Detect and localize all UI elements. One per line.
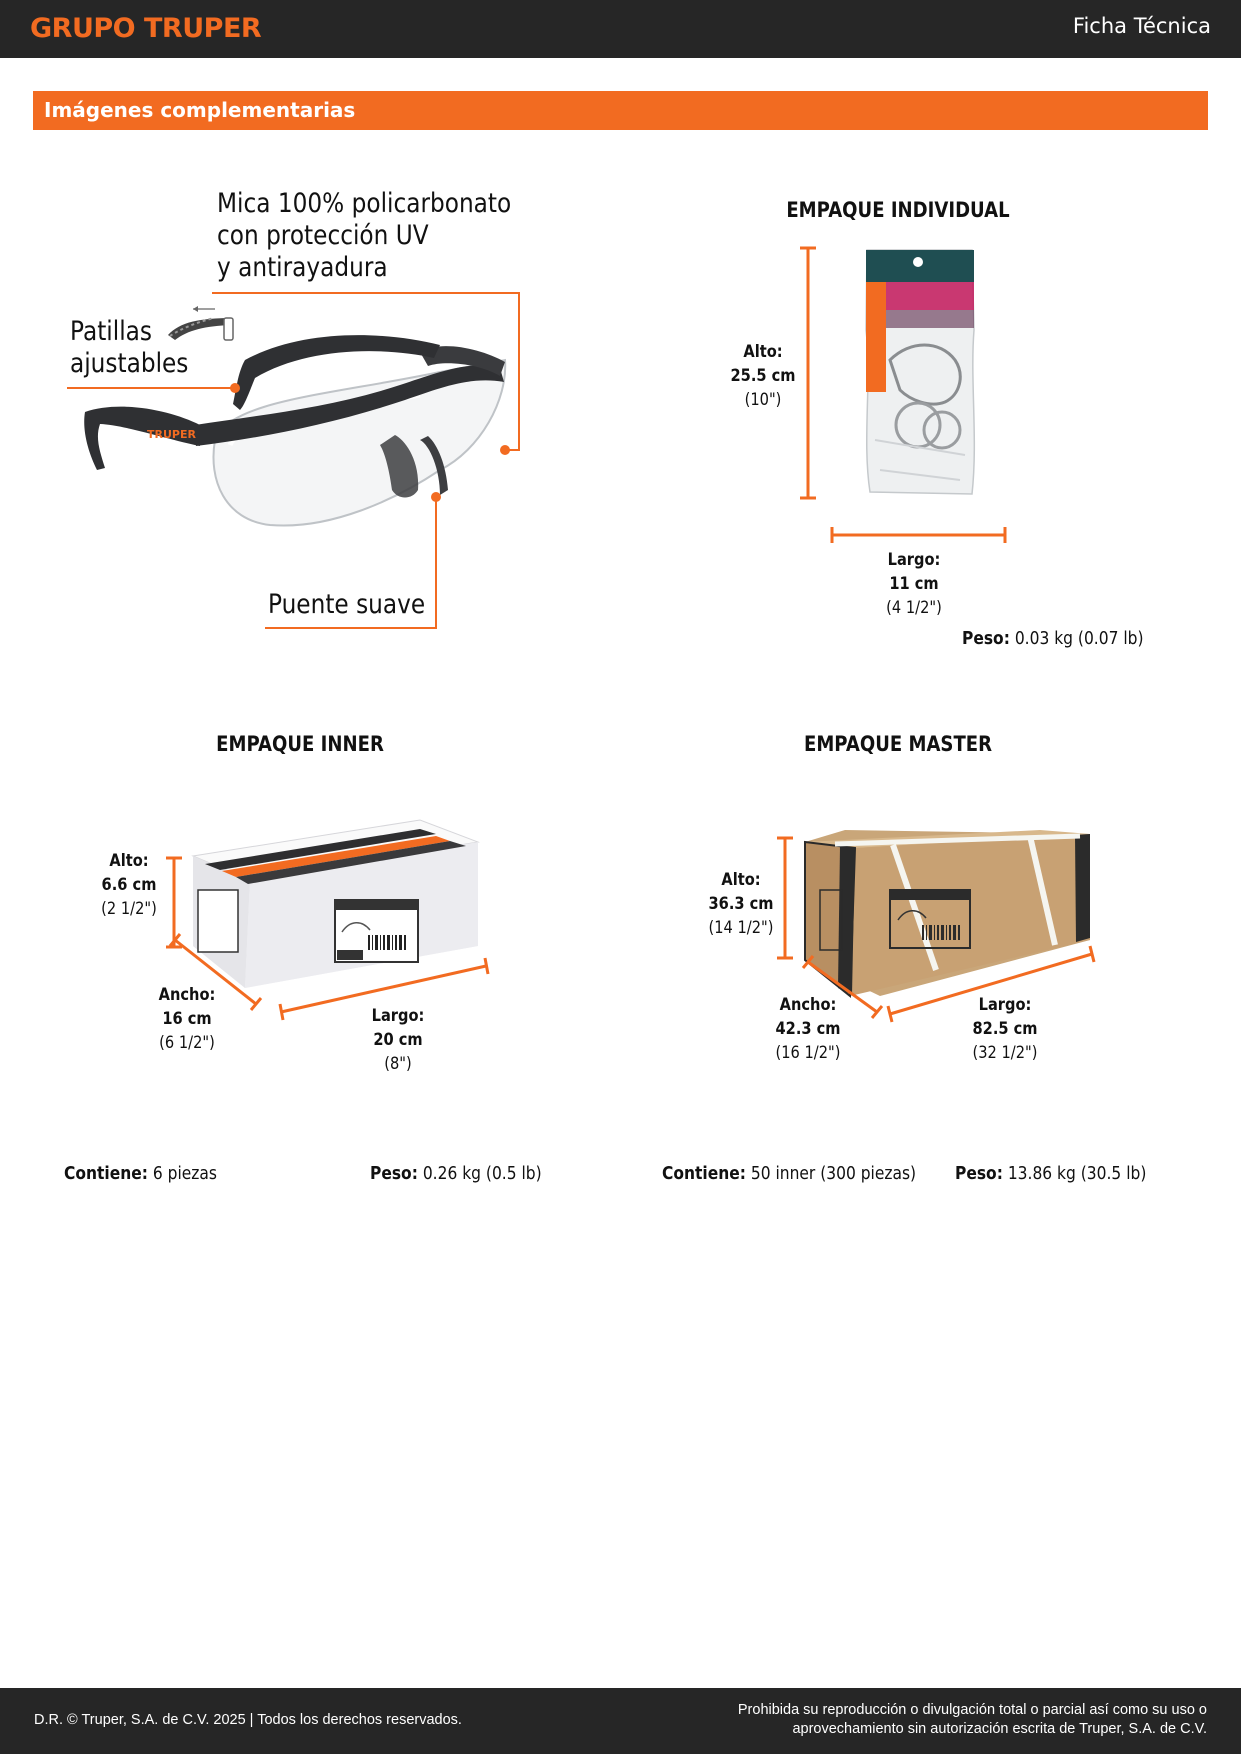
- bridge-callout-dot: [431, 492, 441, 502]
- master-length-caption: Largo:: [978, 995, 1032, 1015]
- footer-notice-line-2: aprovechamiento sin autorización escrita de Truper, S.A. de C.V.: [792, 1721, 1207, 1737]
- footer-copyright: D.R. © Truper, S.A. de C.V. 2025 | Todos los derechos reservados.: [34, 1712, 462, 1728]
- individual-package-image: [866, 250, 974, 494]
- lens-callout-dot: [500, 445, 510, 455]
- lens-callout-line-3: y antirayadura: [217, 252, 388, 283]
- bridge-callout: Puente suave: [268, 589, 426, 620]
- individual-weight-caption: Peso:: [962, 628, 1010, 649]
- master-package-title: EMPAQUE MASTER: [803, 732, 993, 756]
- inner-box-image: [193, 820, 478, 988]
- inner-length-cm: 20 cm: [373, 1030, 423, 1050]
- inner-weight: [370, 1163, 542, 1184]
- temples-callout-line-2: ajustables: [70, 348, 189, 379]
- inner-width-caption: Ancho:: [158, 985, 216, 1005]
- footer-bar: [0, 1688, 1241, 1754]
- master-weight: [955, 1163, 1146, 1184]
- individual-length-label: [871, 548, 957, 620]
- lens-callout: [217, 188, 511, 284]
- master-weight-value: 13.86 kg (30.5 lb): [1007, 1163, 1147, 1184]
- inner-weight-value: 0.26 kg (0.5 lb): [422, 1163, 542, 1184]
- master-box-image: [805, 830, 1090, 996]
- inner-height-in: (2 1/2"): [101, 899, 157, 919]
- inner-height-cm: 6.6 cm: [101, 875, 157, 895]
- inner-package-title: EMPAQUE INNER: [216, 732, 384, 756]
- lens-callout-line-1: Mica 100% policarbonato: [217, 188, 512, 219]
- master-length-cm: 82.5 cm: [972, 1019, 1038, 1039]
- individual-length-in: (4 1/2"): [886, 598, 942, 618]
- master-width-caption: Ancho:: [779, 995, 837, 1015]
- frame-brand-text: TRUPER: [147, 428, 196, 441]
- inner-width-in: (6 1/2"): [159, 1033, 215, 1053]
- brand-logo: GRUPO TRUPER: [30, 13, 262, 44]
- temples-callout-line-1: Patillas: [70, 316, 152, 347]
- inner-contents: [64, 1163, 217, 1184]
- footer-notice-line-1: Prohibida su reproducción o divulgación total o parcial así como su uso o: [737, 1702, 1207, 1718]
- section-title: Imágenes complementarias: [44, 98, 356, 122]
- temples-callout-dot: [230, 383, 240, 393]
- inner-contents-value: 6 piezas: [152, 1163, 217, 1184]
- inner-height-caption: Alto:: [109, 851, 149, 871]
- inner-weight-caption: Peso:: [370, 1163, 418, 1184]
- master-width-in: (16 1/2"): [775, 1043, 841, 1063]
- inner-length-label: [355, 1004, 441, 1076]
- master-contents-value: 50 inner (300 piezas): [750, 1163, 917, 1184]
- individual-weight: [962, 628, 1144, 649]
- master-contents-caption: Contiene:: [662, 1163, 746, 1184]
- master-height-caption: Alto:: [721, 870, 761, 890]
- master-height-in: (14 1/2"): [708, 918, 774, 938]
- master-length-in: (32 1/2"): [972, 1043, 1038, 1063]
- footer-notice: [647, 1701, 1207, 1739]
- individual-length-cm: 11 cm: [889, 574, 939, 594]
- individual-package-title: EMPAQUE INDIVIDUAL: [786, 198, 1010, 222]
- individual-height-in: (10"): [744, 390, 782, 410]
- master-height-cm: 36.3 cm: [708, 894, 774, 914]
- master-height-label: [698, 868, 784, 940]
- individual-height-label: [720, 340, 806, 412]
- inner-length-caption: Largo:: [371, 1006, 425, 1026]
- lens-callout-line-2: con protección UV: [217, 220, 429, 251]
- inner-width-cm: 16 cm: [162, 1009, 212, 1029]
- individual-weight-value: 0.03 kg (0.07 lb): [1014, 628, 1144, 649]
- master-contents: [662, 1163, 916, 1184]
- master-width-cm: 42.3 cm: [775, 1019, 841, 1039]
- master-width-label: [765, 993, 851, 1065]
- master-length-label: [962, 993, 1048, 1065]
- document-title: Ficha Técnica: [1072, 14, 1211, 38]
- inner-height-label: [86, 849, 172, 921]
- individual-height-caption: Alto:: [743, 342, 783, 362]
- master-weight-caption: Peso:: [955, 1163, 1003, 1184]
- individual-length-caption: Largo:: [887, 550, 941, 570]
- temples-callout: [70, 316, 188, 380]
- individual-height-cm: 25.5 cm: [730, 366, 796, 386]
- inner-contents-caption: Contiene:: [64, 1163, 148, 1184]
- inner-length-in: (8"): [384, 1054, 412, 1074]
- inner-width-label: [144, 983, 230, 1055]
